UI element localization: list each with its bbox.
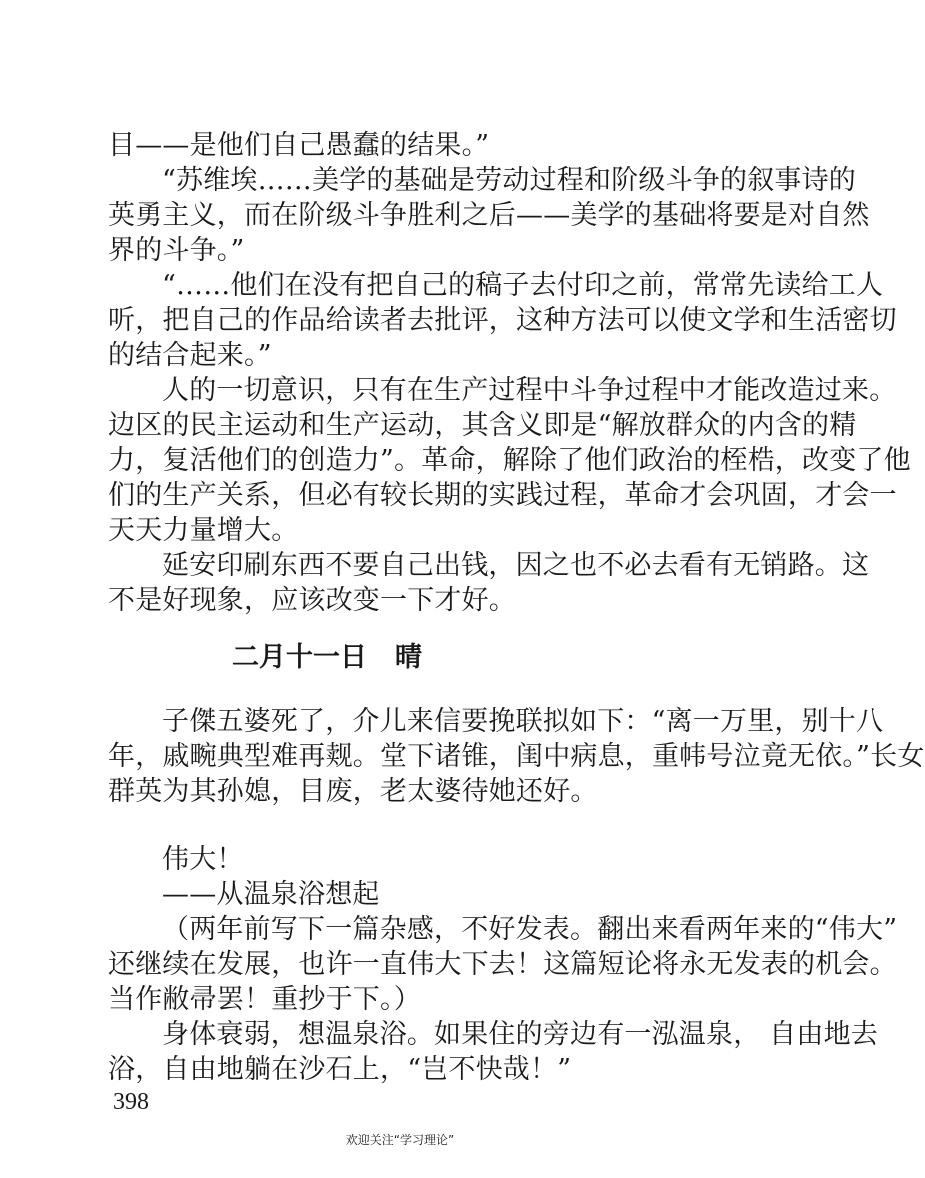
text-line: “……他们在没有把自己的稿子去付印之前，常常先读给工人 (162, 270, 884, 301)
text-line: 目——是他们自己愚蠢的结果。” (108, 130, 490, 161)
text-line: （两年前写下一篇杂感，不好发表。翻出来看两年来的“伟大” (162, 914, 898, 945)
entry-date: 二月十一日 (232, 642, 367, 673)
text-line: 年，戚畹典型难再觌。堂下诸锥，闺中病息，重帏号泣竟无依。”长女 (108, 741, 925, 772)
text-line: 不是好现象，应该改变一下才好。 (108, 585, 516, 616)
text-line: 人的一切意识，只有在生产过程中斗争过程中才能改造过来。 (162, 375, 897, 406)
footer-note: 欢迎关注“学习理论” (345, 1133, 455, 1147)
text-line: 群英为其孙媳，目废，老太婆待她还好。 (108, 776, 598, 807)
text-line: 天天力量增大。 (108, 515, 299, 546)
text-line: 的结合起来。” (108, 340, 272, 371)
entry-heading (232, 640, 422, 676)
text-line: “苏维埃……美学的基础是劳动过程和阶级斗争的叙事诗的 (162, 165, 857, 196)
text-line: 英勇主义，而在阶级斗争胜利之后——美学的基础将要是对自然 (108, 200, 870, 231)
text-line: 听，把自己的作品给读者去批评，这种方法可以使文学和生活密切 (108, 305, 897, 336)
essay-subtitle: ——从温泉浴想起 (162, 879, 380, 910)
text-line: 边区的民主运动和生产运动，其含义即是“解放群众的内含的精 (108, 410, 857, 441)
text-line: 们的生产关系，但必有较长期的实践过程，革命才会巩固，才会一 (108, 480, 897, 511)
entry-weather: 晴 (395, 642, 422, 673)
text-line: 浴，自由地躺在沙石上，“岂不快哉！” (108, 1054, 572, 1085)
text-line: 身体衰弱，想温泉浴。如果住的旁边有一泓温泉， 自由地去 (162, 1019, 878, 1050)
page-number: 398 (113, 1089, 149, 1115)
text-line: 还继续在发展，也许一直伟大下去！这篇短论将永无发表的机会。 (108, 949, 897, 980)
text-line: 力，复活他们的创造力”。革命，解除了他们政治的桎梏，改变了他 (108, 445, 911, 476)
text-line: 当作敝帚罢！重抄于下。） (108, 984, 421, 1015)
text-line: 延安印刷东西不要自己出钱，因之也不必去看有无销路。这 (162, 550, 870, 581)
essay-title: 伟大！ (162, 844, 244, 875)
text-line: 子傑五婆死了，介儿来信要挽联拟如下：“离一万里，别十八 (162, 706, 884, 737)
text-line: 界的斗争。” (108, 235, 245, 266)
